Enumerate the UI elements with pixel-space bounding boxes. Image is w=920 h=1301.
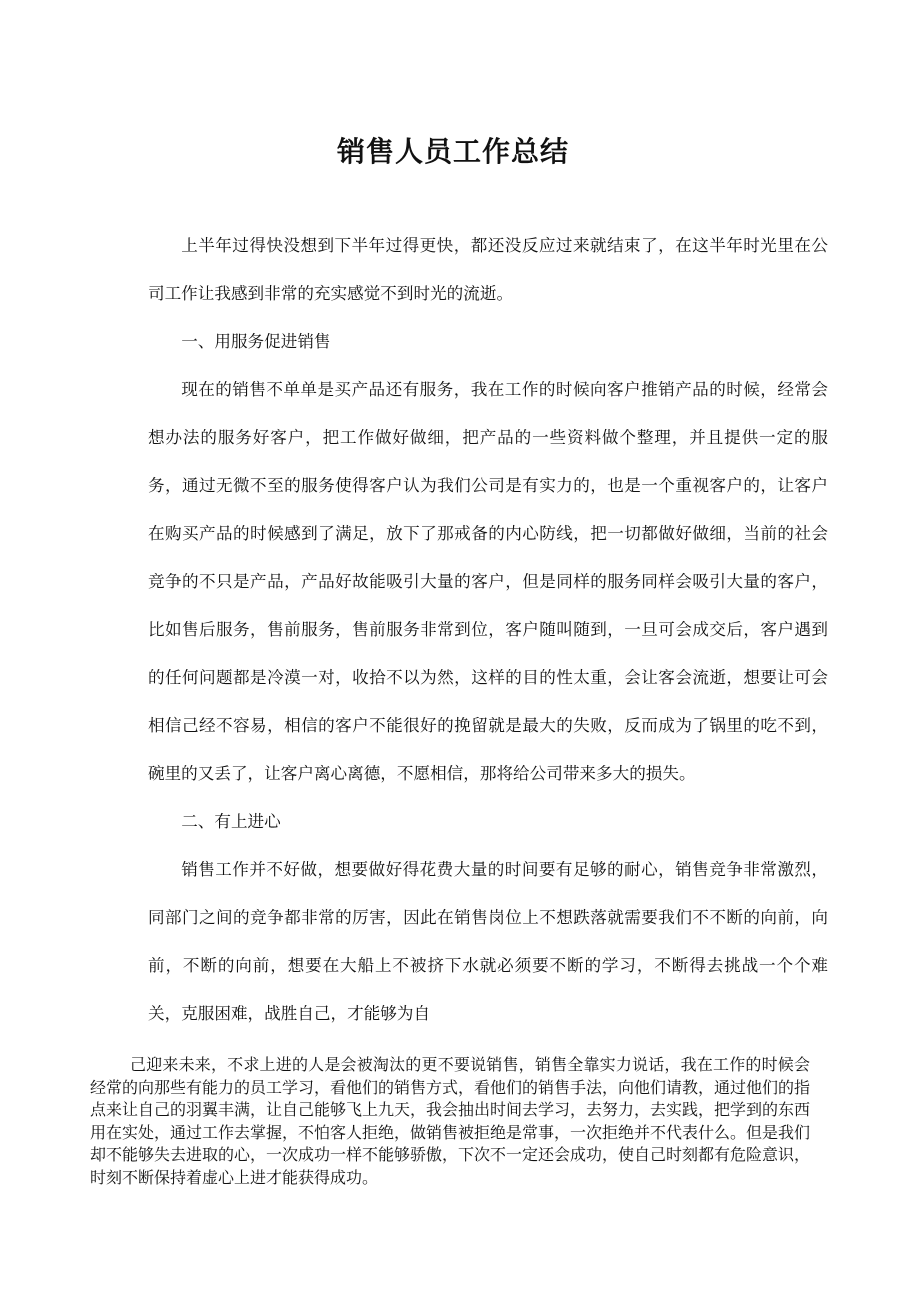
section-heading-service: 一、用服务促进销售 (181, 332, 331, 351)
section-heading-ambition: 二、有上进心 (181, 812, 281, 831)
document-body (148, 222, 828, 1038)
section-paragraph-service: 现在的销售不单单是买产品还有服务，我在工作的时候向客户推销产品的时候，经常会想办法的服务好客户，把工作做好做细，把产品的一些资料做个整理，并且提供一定的服务，通过无微不至的服务使得客户认为我们公司是有实力的，也是一个重视客户的，让客户在购买产品的时候感到了满足，放下了那戒备的内心防线，把一切都做好做细，当前的社会竞争的不只是产品，产品好故能吸引大量的客户，但是同样的服务同样会吸引大量的客户，比如售后服务，售前服务，售前服务非常到位，客户随叫随到，一旦可会成交后，客户遇到的任何问题都是冷漠一对，收拾不以为然，这样的目的性太重，会让客会流逝，想要让可会相信己经不容易，相信的客户不能很好的挽留就是最大的失败，反而成为了锅里的吃不到，碗里的又丢了，让客户离心离德，不愿相信，那将给公司带来多大的损失。 (148, 380, 828, 783)
document-title: 销售人员工作总结 (336, 135, 569, 168)
intro-paragraph: 上半年过得快没想到下半年过得更快，都还没反应过来就结束了，在这半年时光里在公司工作让我感到非常的充实感觉不到时光的流逝。 (148, 236, 828, 303)
section-paragraph-ambition: 销售工作并不好做，想要做好得花费大量的时间要有足够的耐心，销售竞争非常激烈，同部门之间的竞争都非常的厉害，因此在销售岗位上不想跌落就需要我们不不断的向前，向前，不断的向前，想要在大船上不被挤下水就必须要不断的学习，不断得去挑战一个个难关，克服困难，战胜自己，才能够为自 (148, 860, 828, 1023)
continuation-paragraph: 己迎来未来，不求上进的人是会被淘汰的更不要说销售，销售全靠实力说话，我在工作的时候会经常的向那些有能力的员工学习，看他们的销售方式，看他们的销售手法，向他们请教，通过他们的指点来让自己的羽翼丰满，让自己能够飞上九天，我会抽出时间去学习，去努力，去实践，把学到的东西用在实处，通过工作去掌握，不怕客人拒绝，做销售被拒绝是常事，一次拒绝并不代表什么。但是我们却不能够失去进取的心，一次成功一样不能够骄傲，下次不一定还会成功，使自己时刻都有危险意识，时刻不断保持着虚心上进才能获得成功。 (90, 1055, 811, 1187)
